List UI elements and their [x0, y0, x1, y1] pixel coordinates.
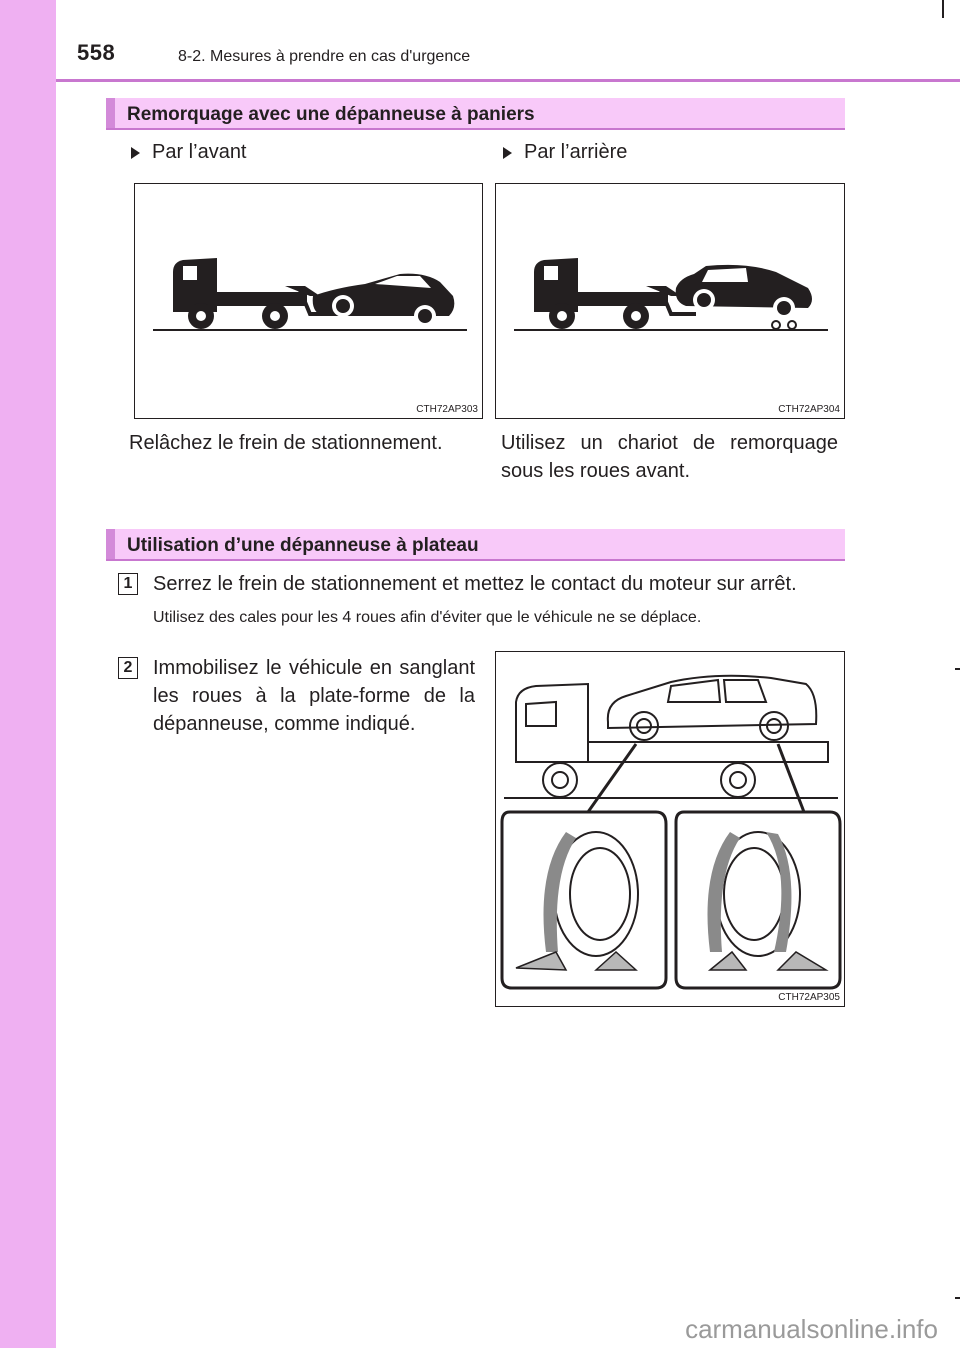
figure-code: CTH72AP303	[416, 404, 478, 415]
section-heading-dolly	[106, 98, 845, 130]
watermark: carmanualsonline.info	[685, 1314, 938, 1344]
section-title: Remorquage avec une dépanneuse à paniers	[127, 104, 535, 125]
flatbed-truck-illustration	[496, 652, 846, 1008]
front-tow-heading	[131, 141, 247, 164]
step-1-note: Utilisez des cales pour les 4 roues afin d'éviter que le véhicule ne se déplace.	[153, 609, 702, 626]
step-1-text: Serrez le frein de stationnement et mettez le contact du moteur sur arrêt.	[153, 573, 797, 595]
header-rule	[56, 79, 960, 82]
tow-truck-front-illustration	[135, 184, 484, 420]
section-title: Utilisation d’une dépanneuse à plateau	[127, 535, 479, 556]
front-tow-caption: Relâchez le frein de stationnement.	[129, 432, 443, 454]
page-number: 558	[77, 40, 116, 65]
crop-mark	[955, 1297, 960, 1299]
triangle-bullet-icon	[131, 147, 140, 159]
figure-code: CTH72AP305	[778, 992, 840, 1003]
step-2-text: Immobilisez le véhicule en sanglant les roues à la plate-forme de la dépanneuse, comme indiqué.	[153, 657, 475, 735]
rear-tow-caption: Utilisez un chariot de remorquage sous les roues avant.	[501, 432, 838, 482]
rear-tow-label: Par l’arrière	[524, 141, 628, 163]
step-number-badge: 2	[118, 657, 138, 679]
section-heading-flatbed	[106, 529, 845, 561]
crop-mark	[955, 668, 960, 670]
step-number-badge: 1	[118, 573, 138, 595]
figure-front-tow	[134, 183, 483, 419]
rear-tow-heading	[503, 141, 627, 164]
figure-rear-tow	[495, 183, 845, 419]
triangle-bullet-icon	[503, 147, 512, 159]
side-band	[0, 0, 56, 1348]
figure-code: CTH72AP304	[778, 404, 840, 415]
front-tow-label: Par l’avant	[152, 141, 247, 163]
section-reference: 8-2. Mesures à prendre en cas d'urgence	[178, 48, 471, 65]
figure-flatbed	[495, 651, 845, 1007]
tow-truck-rear-illustration	[496, 184, 846, 420]
crop-mark	[942, 0, 944, 18]
